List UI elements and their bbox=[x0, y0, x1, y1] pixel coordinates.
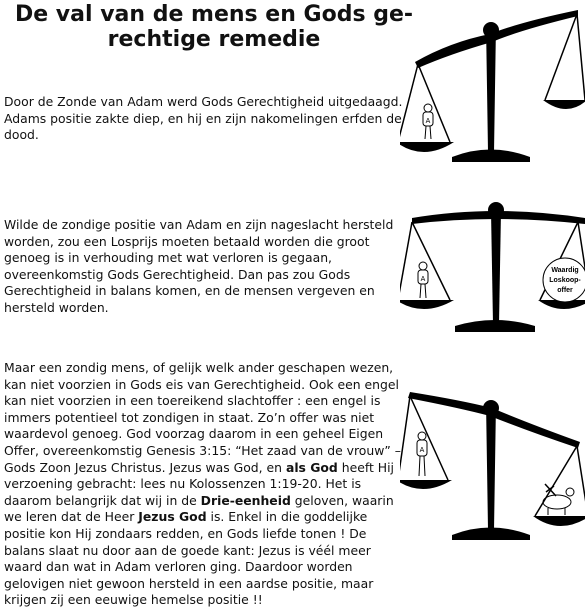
lamb-with-cross-icon bbox=[543, 484, 574, 515]
svg-text:Waardig: Waardig bbox=[551, 267, 579, 274]
adam-figure-icon bbox=[423, 104, 433, 139]
svg-text:offer: offer bbox=[557, 287, 573, 294]
paragraph-god-offer: Maar een zondig mens, of gelijk welk ander geschapen wezen, kan niet voorzien in Gods eis van Gerechtigheid. Ook een engel kan niet voorzien in een toereikend slachtoffer : een engel is immers potentieel tot zondigen in staat. Zo’n offer was niet waardevol genoeg. God voorzag daarom in een geheel Eigen Offer, overeenkomstig Genesis 3:15: “Het zaad van de vrouw” – Gods Zoon Jezus Christus. Jezus was God, en als God heeft Hij verzoening gebracht: lees nu Kolossenzen 1:19-20. Het is daarom belangrijk dat wij in de Drie-eenheid geloven, waarin we leren dat de Heer Jezus God is. Enkel in die goddelijke positie kon Hij zondaars redden, en Gods liefde tonen ! De balans slaat nu door aan de goede kant: Jezus is véél meer waard dan wat in Adam verloren ging. Daardoor worden gelovigen niet gewoon hersteld in een aardse positie, maar krijgen zij een eeuwige hemelse positie !! bbox=[4, 360, 401, 608]
page-title: De val van de mens en Gods ge-rechtige remedie bbox=[14, 2, 414, 52]
balance-scale-lamb-icon bbox=[400, 380, 585, 545]
balance-scale-tilted-icon bbox=[400, 2, 585, 167]
adam-label: A bbox=[425, 118, 431, 125]
adam-figure-icon bbox=[418, 262, 428, 298]
paragraph-adam-fall: Door de Zonde van Adam werd Gods Gerechtigheid uitgedaagd. Adams positie zakte diep, en hij en zijn nakomelingen erfden de dood. bbox=[4, 94, 403, 143]
adam-figure-icon bbox=[417, 432, 427, 476]
paragraph-ransom: Wilde de zondige positie van Adam en zijn nageslacht hersteld worden, zou een Losprijs moeten betaald worden die groot genoeg is in verhouding met wat verloren is gegaan, overeenkomstig Gods Gerechtigheid. Dan pas zou Gods Gerechtigheid in balans komen, en de mensen vergeven en hersteld worden. bbox=[4, 217, 394, 315]
balance-scale-balanced-icon bbox=[400, 186, 585, 336]
adam-label: A bbox=[419, 447, 425, 454]
adam-label: A bbox=[420, 276, 426, 283]
svg-text:Loskoop-: Loskoop- bbox=[549, 277, 581, 284]
ransom-offer-badge bbox=[543, 258, 585, 302]
